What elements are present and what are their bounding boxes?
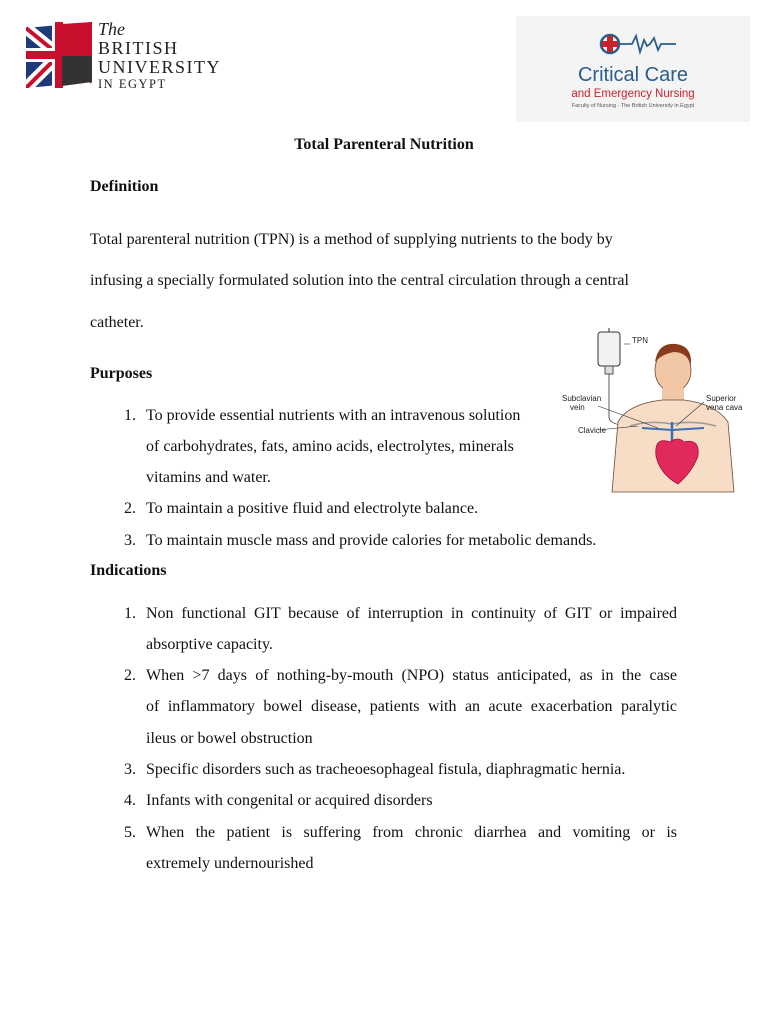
university-name: The BRITISH UNIVERSITY IN EGYPT [98,19,221,91]
list-item-line: To provide essential nutrients with an intravenous solution [146,407,521,424]
label-subclavian: Subclavian [562,394,602,403]
list-item-line: When >7 days of nothing-by-mouth (NPO) status anticipated, as in the case [146,667,677,684]
list-number: 2. [124,667,136,684]
indications-heading: Indications [90,562,167,579]
label-superior: Superior [706,394,737,403]
label-vein: vein [570,403,585,412]
list-number: 5. [124,824,136,841]
list-item-line: To maintain a positive fluid and electrolyte balance. [146,500,479,517]
label-clavicle: Clavicle [578,426,607,435]
list-number: 4. [124,792,136,809]
list-item-line: absorptive capacity. [146,636,273,653]
definition-line: Total parenteral nutrition (TPN) is a method of supplying nutrients to the body by [90,231,613,248]
definition-line: infusing a specially formulated solution into the central circulation through a central [90,272,629,289]
heartbeat-cross-icon [598,30,678,60]
list-item-line: To maintain muscle mass and provide calories for metabolic demands. [146,532,597,549]
list-item-line: Non functional GIT because of interruption in continuity of GIT or impaired [146,605,677,622]
list-item-line: extremely undernourished [146,855,314,872]
union-flag-logo-icon [26,22,92,88]
definition-line: catheter. [90,314,144,331]
tpn-illustration [558,326,748,496]
list-number: 2. [124,500,136,517]
purposes-heading: Purposes [90,365,153,382]
definition-heading: Definition [90,178,159,195]
list-item-line: ileus or bowel obstruction [146,730,313,747]
list-item-line: Specific disorders such as tracheoesophageal fistula, diaphragmatic hernia. [146,761,626,778]
university-logo [26,20,246,92]
list-item-line: of carbohydrates, fats, amino acids, electrolytes, minerals [146,438,514,455]
list-item-line: of inflammatory bowel disease, patients with an acute exacerbation paralytic [146,698,677,715]
list-number: 3. [124,532,136,549]
list-item-line: Infants with congenital or acquired disorders [146,792,433,809]
label-tpn: TPN [632,336,648,345]
label-vena-cava: vena cava [706,403,743,412]
department-logo: Critical Care and Emergency Nursing Faculty of Nursing - The British University in Egypt [516,16,750,122]
list-item-line: When the patient is suffering from chronic diarrhea and vomiting or is [146,824,677,841]
list-item-line: vitamins and water. [146,469,271,486]
list-number: 3. [124,761,136,778]
document-title: Total Parenteral Nutrition [294,136,474,153]
list-number: 1. [124,605,136,622]
list-number: 1. [124,407,136,424]
